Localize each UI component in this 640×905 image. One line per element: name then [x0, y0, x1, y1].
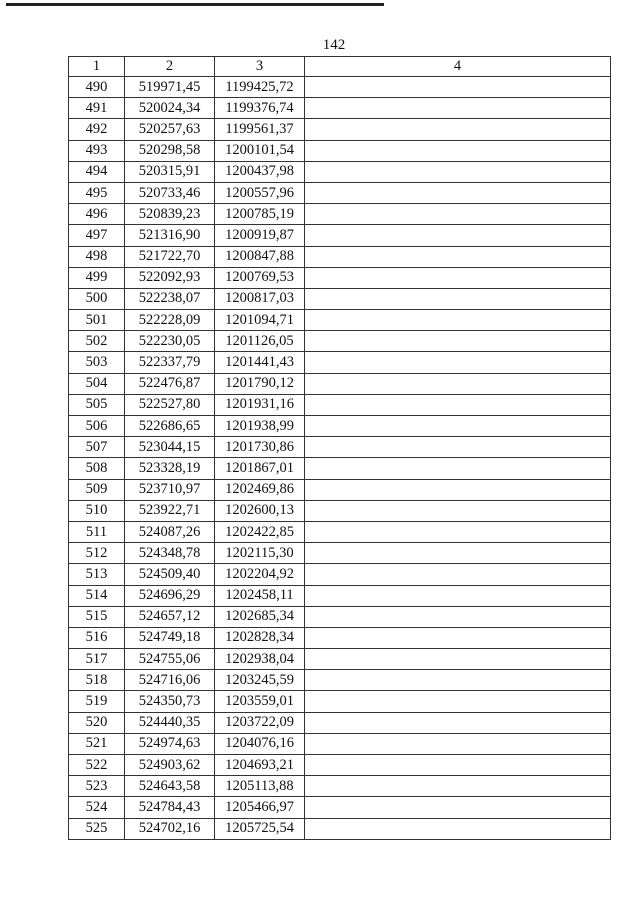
x-coordinate-cell: 524903,62 — [125, 755, 215, 776]
point-number-cell: 522 — [69, 755, 125, 776]
y-coordinate-cell: 1200101,54 — [215, 140, 305, 161]
table-row — [69, 140, 611, 161]
point-number-cell: 509 — [69, 479, 125, 500]
point-number-cell: 493 — [69, 140, 125, 161]
notes-cell — [305, 776, 611, 797]
table-row — [69, 458, 611, 479]
column-header-4: 4 — [305, 57, 611, 77]
y-coordinate-cell: 1201441,43 — [215, 352, 305, 373]
x-coordinate-cell: 520315,91 — [125, 161, 215, 182]
point-number-cell: 521 — [69, 733, 125, 754]
y-coordinate-cell: 1202828,34 — [215, 627, 305, 648]
point-number-cell: 525 — [69, 818, 125, 839]
x-coordinate-cell: 523710,97 — [125, 479, 215, 500]
point-number-cell: 508 — [69, 458, 125, 479]
notes-cell — [305, 204, 611, 225]
point-number-cell: 506 — [69, 416, 125, 437]
notes-cell — [305, 331, 611, 352]
notes-cell — [305, 352, 611, 373]
notes-cell — [305, 500, 611, 521]
x-coordinate-cell: 522476,87 — [125, 373, 215, 394]
table-row — [69, 204, 611, 225]
y-coordinate-cell: 1204076,16 — [215, 733, 305, 754]
point-number-cell: 523 — [69, 776, 125, 797]
notes-cell — [305, 161, 611, 182]
notes-cell — [305, 564, 611, 585]
point-number-cell: 514 — [69, 585, 125, 606]
table-row — [69, 564, 611, 585]
table-row — [69, 543, 611, 564]
x-coordinate-cell: 524350,73 — [125, 691, 215, 712]
point-number-cell: 520 — [69, 712, 125, 733]
column-header-3: 3 — [215, 57, 305, 77]
notes-cell — [305, 458, 611, 479]
x-coordinate-cell: 522228,09 — [125, 310, 215, 331]
y-coordinate-cell: 1202422,85 — [215, 521, 305, 542]
x-coordinate-cell: 521722,70 — [125, 246, 215, 267]
notes-cell — [305, 416, 611, 437]
point-number-cell: 519 — [69, 691, 125, 712]
table-row — [69, 649, 611, 670]
notes-cell — [305, 733, 611, 754]
x-coordinate-cell: 522092,93 — [125, 267, 215, 288]
y-coordinate-cell: 1200769,53 — [215, 267, 305, 288]
column-header-2: 2 — [125, 57, 215, 77]
point-number-cell: 498 — [69, 246, 125, 267]
notes-cell — [305, 437, 611, 458]
y-coordinate-cell: 1202115,30 — [215, 543, 305, 564]
point-number-cell: 503 — [69, 352, 125, 373]
point-number-cell: 511 — [69, 521, 125, 542]
y-coordinate-cell: 1201931,16 — [215, 394, 305, 415]
x-coordinate-cell: 522337,79 — [125, 352, 215, 373]
point-number-cell: 492 — [69, 119, 125, 140]
table-row — [69, 119, 611, 140]
notes-cell — [305, 267, 611, 288]
notes-cell — [305, 394, 611, 415]
notes-cell — [305, 691, 611, 712]
table-row — [69, 712, 611, 733]
y-coordinate-cell: 1205113,88 — [215, 776, 305, 797]
y-coordinate-cell: 1203722,09 — [215, 712, 305, 733]
y-coordinate-cell: 1202469,86 — [215, 479, 305, 500]
table-row — [69, 373, 611, 394]
point-number-cell: 504 — [69, 373, 125, 394]
x-coordinate-cell: 520839,23 — [125, 204, 215, 225]
table-row — [69, 606, 611, 627]
y-coordinate-cell: 1202204,92 — [215, 564, 305, 585]
y-coordinate-cell: 1201126,05 — [215, 331, 305, 352]
table-row — [69, 521, 611, 542]
notes-cell — [305, 755, 611, 776]
x-coordinate-cell: 523328,19 — [125, 458, 215, 479]
notes-cell — [305, 479, 611, 500]
y-coordinate-cell: 1200847,88 — [215, 246, 305, 267]
y-coordinate-cell: 1200437,98 — [215, 161, 305, 182]
notes-cell — [305, 98, 611, 119]
y-coordinate-cell: 1201094,71 — [215, 310, 305, 331]
point-number-cell: 502 — [69, 331, 125, 352]
y-coordinate-cell: 1202600,13 — [215, 500, 305, 521]
table-row — [69, 733, 611, 754]
notes-cell — [305, 585, 611, 606]
table-row — [69, 310, 611, 331]
y-coordinate-cell: 1201867,01 — [215, 458, 305, 479]
notes-cell — [305, 797, 611, 818]
x-coordinate-cell: 524974,63 — [125, 733, 215, 754]
y-coordinate-cell: 1201790,12 — [215, 373, 305, 394]
notes-cell — [305, 521, 611, 542]
notes-cell — [305, 77, 611, 98]
table-row — [69, 755, 611, 776]
notes-cell — [305, 225, 611, 246]
point-number-cell: 516 — [69, 627, 125, 648]
notes-cell — [305, 246, 611, 267]
table-row — [69, 77, 611, 98]
y-coordinate-cell: 1200919,87 — [215, 225, 305, 246]
notes-cell — [305, 818, 611, 839]
y-coordinate-cell: 1202938,04 — [215, 649, 305, 670]
point-number-cell: 505 — [69, 394, 125, 415]
table-row — [69, 670, 611, 691]
table-row — [69, 818, 611, 839]
x-coordinate-cell: 520733,46 — [125, 182, 215, 203]
x-coordinate-cell: 524716,06 — [125, 670, 215, 691]
x-coordinate-cell: 520024,34 — [125, 98, 215, 119]
x-coordinate-cell: 524755,06 — [125, 649, 215, 670]
table-row — [69, 161, 611, 182]
y-coordinate-cell: 1199425,72 — [215, 77, 305, 98]
table-row — [69, 394, 611, 415]
x-coordinate-cell: 524348,78 — [125, 543, 215, 564]
point-number-cell: 515 — [69, 606, 125, 627]
notes-cell — [305, 543, 611, 564]
y-coordinate-cell: 1200785,19 — [215, 204, 305, 225]
y-coordinate-cell: 1205466,97 — [215, 797, 305, 818]
point-number-cell: 512 — [69, 543, 125, 564]
x-coordinate-cell: 522686,65 — [125, 416, 215, 437]
notes-cell — [305, 606, 611, 627]
notes-cell — [305, 288, 611, 309]
notes-cell — [305, 670, 611, 691]
x-coordinate-cell: 520257,63 — [125, 119, 215, 140]
header-row — [69, 57, 611, 77]
y-coordinate-cell: 1200817,03 — [215, 288, 305, 309]
point-number-cell: 501 — [69, 310, 125, 331]
notes-cell — [305, 627, 611, 648]
table-row — [69, 288, 611, 309]
table-row — [69, 776, 611, 797]
x-coordinate-cell: 524784,43 — [125, 797, 215, 818]
table-body — [69, 77, 611, 840]
column-header-1: 1 — [69, 57, 125, 77]
page-number: 142 — [322, 37, 346, 53]
y-coordinate-cell: 1204693,21 — [215, 755, 305, 776]
y-coordinate-cell: 1201730,86 — [215, 437, 305, 458]
point-number-cell: 510 — [69, 500, 125, 521]
y-coordinate-cell: 1203559,01 — [215, 691, 305, 712]
y-coordinate-cell: 1202458,11 — [215, 585, 305, 606]
y-coordinate-cell: 1199376,74 — [215, 98, 305, 119]
y-coordinate-cell: 1205725,54 — [215, 818, 305, 839]
x-coordinate-cell: 521316,90 — [125, 225, 215, 246]
table-row — [69, 352, 611, 373]
table-row — [69, 500, 611, 521]
table-row — [69, 416, 611, 437]
table-row — [69, 797, 611, 818]
notes-cell — [305, 182, 611, 203]
x-coordinate-cell: 524657,12 — [125, 606, 215, 627]
y-coordinate-cell: 1201938,99 — [215, 416, 305, 437]
table-row — [69, 585, 611, 606]
x-coordinate-cell: 524087,26 — [125, 521, 215, 542]
notes-cell — [305, 140, 611, 161]
point-number-cell: 490 — [69, 77, 125, 98]
x-coordinate-cell: 522230,05 — [125, 331, 215, 352]
notes-cell — [305, 119, 611, 140]
table-row — [69, 182, 611, 203]
x-coordinate-cell: 519971,45 — [125, 77, 215, 98]
y-coordinate-cell: 1199561,37 — [215, 119, 305, 140]
point-number-cell: 513 — [69, 564, 125, 585]
point-number-cell: 496 — [69, 204, 125, 225]
notes-cell — [305, 712, 611, 733]
x-coordinate-cell: 524749,18 — [125, 627, 215, 648]
table-row — [69, 331, 611, 352]
table-row — [69, 691, 611, 712]
x-coordinate-cell: 522527,80 — [125, 394, 215, 415]
point-number-cell: 499 — [69, 267, 125, 288]
point-number-cell: 495 — [69, 182, 125, 203]
point-number-cell: 500 — [69, 288, 125, 309]
point-number-cell: 491 — [69, 98, 125, 119]
point-number-cell: 518 — [69, 670, 125, 691]
notes-cell — [305, 310, 611, 331]
point-number-cell: 494 — [69, 161, 125, 182]
point-number-cell: 497 — [69, 225, 125, 246]
x-coordinate-cell: 524643,58 — [125, 776, 215, 797]
x-coordinate-cell: 523922,71 — [125, 500, 215, 521]
x-coordinate-cell: 524696,29 — [125, 585, 215, 606]
table-row — [69, 627, 611, 648]
y-coordinate-cell: 1200557,96 — [215, 182, 305, 203]
x-coordinate-cell: 520298,58 — [125, 140, 215, 161]
table-row — [69, 437, 611, 458]
point-number-cell: 517 — [69, 649, 125, 670]
coordinate-table — [68, 56, 611, 840]
table-row — [69, 246, 611, 267]
table-row — [69, 225, 611, 246]
x-coordinate-cell: 524440,35 — [125, 712, 215, 733]
notes-cell — [305, 649, 611, 670]
x-coordinate-cell: 524509,40 — [125, 564, 215, 585]
notes-cell — [305, 373, 611, 394]
point-number-cell: 524 — [69, 797, 125, 818]
table-row — [69, 267, 611, 288]
y-coordinate-cell: 1203245,59 — [215, 670, 305, 691]
top-rule — [6, 3, 384, 6]
y-coordinate-cell: 1202685,34 — [215, 606, 305, 627]
x-coordinate-cell: 523044,15 — [125, 437, 215, 458]
table-row — [69, 98, 611, 119]
point-number-cell: 507 — [69, 437, 125, 458]
x-coordinate-cell: 524702,16 — [125, 818, 215, 839]
x-coordinate-cell: 522238,07 — [125, 288, 215, 309]
table-row — [69, 479, 611, 500]
